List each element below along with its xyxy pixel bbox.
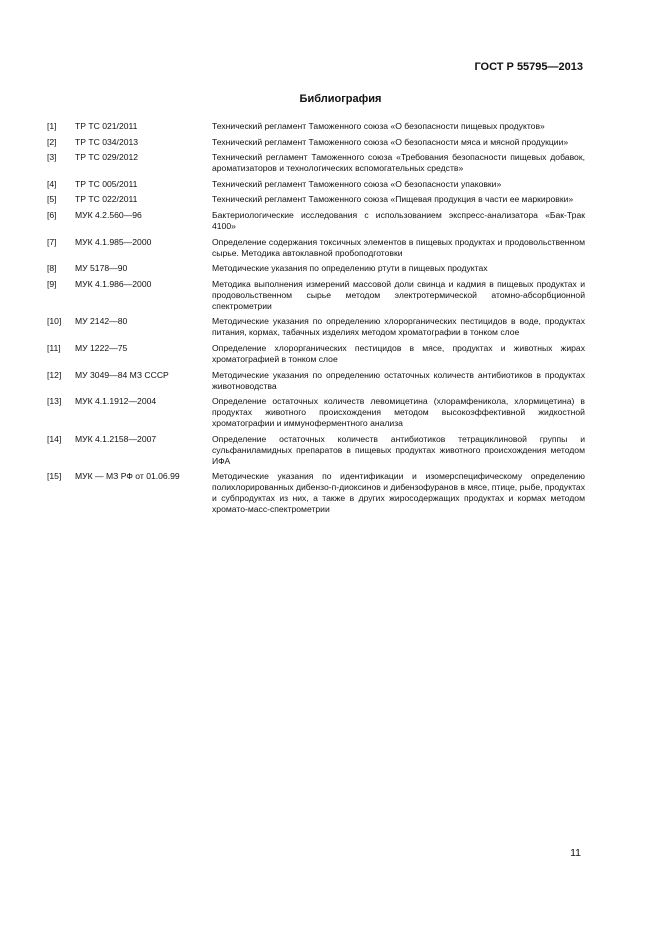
entry-number: [3] xyxy=(47,152,57,163)
entry-description: Бактериологические исследования с использованием экспресс-анализатора «Бак-Трак 4100» xyxy=(212,209,585,231)
section-title: Библиография xyxy=(299,93,382,105)
bibliography-entry xyxy=(47,152,585,174)
bibliography-entry xyxy=(47,210,585,232)
entry-description: Методика выполнения измерений массовой доли свинца и кадмия в пищевых продуктах и продовольственном сырье методом электротермической атомно-абсорбционной спектрометрии xyxy=(212,278,585,311)
entry-code: МУ 2142—80 xyxy=(75,316,128,327)
entry-code: ТР ТС 022/2011 xyxy=(75,194,138,205)
bibliography-entry xyxy=(47,263,585,274)
document-number: ГОСТ Р 55795—2013 xyxy=(474,61,583,73)
bibliography-entry xyxy=(47,194,585,205)
entry-number: [2] xyxy=(47,136,57,147)
entry-number: [11] xyxy=(47,342,61,353)
bibliography-entry xyxy=(47,316,585,338)
entry-code: ТР ТС 034/2013 xyxy=(75,136,139,147)
entry-description: Определение содержания токсичных элементов в пищевых продуктах и продовольственном сырье. Методика автоклавной пробоподготовки xyxy=(212,236,585,258)
bibliography-entry xyxy=(47,121,585,132)
entry-code: МУ 1222—75 xyxy=(75,342,128,353)
bibliography-entry xyxy=(47,237,585,259)
entry-number: [14] xyxy=(47,433,62,444)
entry-number: [8] xyxy=(47,263,57,274)
entry-code: МУК 4.1.1912—2004 xyxy=(75,396,157,407)
entry-description: Методические указания по идентификации и изомерспецифическому определению полихлорированных дибензо-п-диоксинов и дибензофуранов в мясе, птице, рыбе, продуктах и субпродуктах из них, а также в других жиросодержащих продуктах и кормах методом хромато-масс-спектрометрии xyxy=(212,471,585,515)
entry-description: Методические указания по определению остаточных количеств антибиотиков в продуктах животноводства xyxy=(212,369,585,391)
entry-code: МУ 3049—84 МЗ СССР xyxy=(75,369,169,380)
entry-description: Технический регламент Таможенного союза «О безопасности упаковки» xyxy=(212,178,502,189)
entry-code: МУК 4.1.2158—2007 xyxy=(75,433,157,444)
entry-description: Определение остаточных количеств левомицетина (хлорамфеникола, хлормицетина) в продуктах животного происхождения методом высокоэффективной жидкостной хроматографии и иммуноферментного анализа xyxy=(212,396,585,429)
entry-description: Методические указания по определению хлорорганических пестицидов в воде, продуктах питания, кормах, табачных изделиях методом хроматографии в тонком слое xyxy=(212,316,585,338)
entry-number: [10] xyxy=(47,316,62,327)
entry-number: [12] xyxy=(47,369,62,380)
bibliography-entry xyxy=(47,279,585,312)
entry-description: Технический регламент Таможенного союза «О безопасности мяса и мясной продукции» xyxy=(212,136,569,147)
entry-description: Технический регламент Таможенного союза «О безопасности пищевых продуктов» xyxy=(212,121,545,131)
entry-description: Технический регламент Таможенного союза «Требования безопасности пищевых добавок, ароматизаторов и технологических вспомогательных средств» xyxy=(212,152,585,174)
bibliography-entry xyxy=(47,137,585,148)
bibliography-entry xyxy=(47,179,585,190)
bibliography-entry xyxy=(47,343,585,365)
entry-number: [6] xyxy=(47,209,57,220)
entry-number: [13] xyxy=(47,396,62,407)
entry-number: [7] xyxy=(47,236,57,247)
bibliography-entry xyxy=(47,434,585,467)
entry-number: [1] xyxy=(47,121,57,131)
bibliography-entry xyxy=(47,370,585,392)
entry-number: [9] xyxy=(47,278,57,289)
bibliography-list xyxy=(47,121,585,520)
entry-code: МУК 4.1.986—2000 xyxy=(75,278,152,289)
entry-code: МУК — МЗ РФ от 01.06.99 xyxy=(75,471,180,482)
entry-number: [5] xyxy=(47,194,57,205)
entry-code: МУК 4.2.560—96 xyxy=(75,209,142,220)
entry-code: ТР ТС 021/2011 xyxy=(75,121,138,131)
entry-number: [4] xyxy=(47,178,57,189)
entry-number: [15] xyxy=(47,471,62,482)
entry-description: Технический регламент Таможенного союза «Пищевая продукция в части ее маркировки» xyxy=(212,194,574,205)
entry-code: ТР ТС 005/2011 xyxy=(75,178,138,189)
entry-code: МУ 5178—90 xyxy=(75,263,128,274)
entry-code: ТР ТС 029/2012 xyxy=(75,152,139,163)
entry-code: МУК 4.1.985—2000 xyxy=(75,236,152,247)
entry-description: Определение хлорорганических пестицидов в мясе, продуктах и животных жирах хроматографией в тонком слое xyxy=(212,342,585,364)
bibliography-entry xyxy=(47,471,585,515)
bibliography-entry xyxy=(47,396,585,429)
entry-description: Определение остаточных количеств антибиотиков тетрациклиновой группы и сульфаниламидных препаратов в пищевых продуктах животного происхождения методом ИФА xyxy=(212,433,585,466)
page-number: 11 xyxy=(570,847,581,859)
entry-description: Методические указания по определению ртути в пищевых продуктах xyxy=(212,263,488,274)
